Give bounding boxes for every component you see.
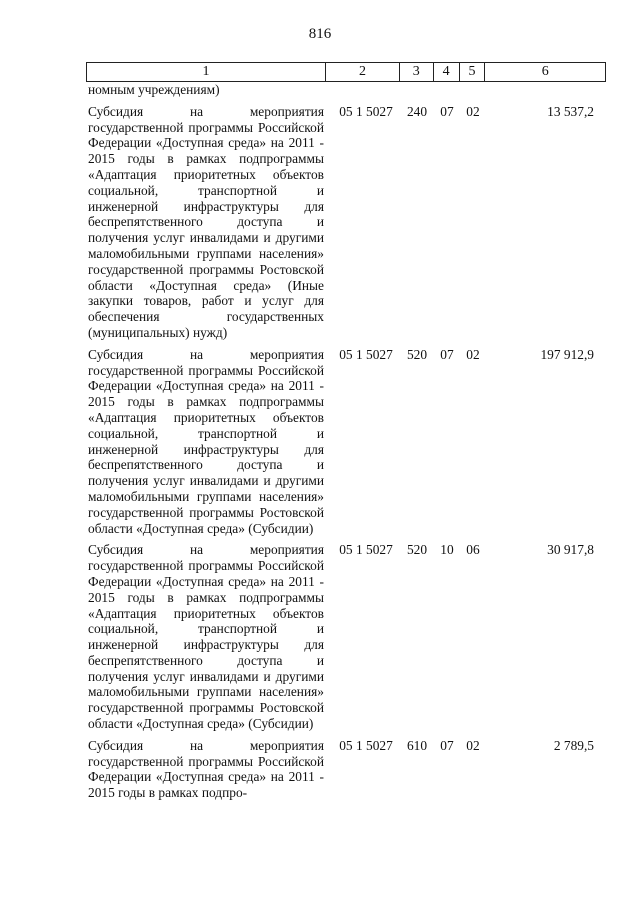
- row-type: 520: [406, 346, 428, 362]
- row-amount: 13 537,2: [547, 103, 594, 119]
- row-amount: 2 789,5: [553, 737, 594, 753]
- row-amount: 197 912,9: [540, 346, 594, 362]
- row-type: 240: [406, 103, 428, 119]
- row-subsection: 02: [466, 346, 480, 362]
- table-row: [86, 347, 606, 537]
- row-section: 10: [440, 542, 454, 558]
- row-code: 05 1 5027: [339, 346, 393, 362]
- header-col-6: 6: [541, 64, 549, 79]
- row-code: 05 1 5027: [339, 103, 393, 119]
- budget-table: [86, 62, 606, 801]
- table-header-row: [86, 62, 606, 82]
- page-number: 816: [308, 26, 332, 42]
- table-row: [86, 542, 606, 732]
- row-code: 05 1 5027: [339, 542, 393, 558]
- header-col-3: 3: [400, 63, 434, 81]
- row-subsection: 02: [466, 737, 480, 753]
- row-type: 520: [406, 542, 428, 558]
- row-code: 05 1 5027: [339, 737, 393, 753]
- row-section: 07: [440, 103, 454, 119]
- table-row: [86, 104, 606, 341]
- table-row: [86, 738, 606, 801]
- row-section: 07: [440, 346, 454, 362]
- row-subsection: 06: [466, 542, 480, 558]
- header-col-2: 2: [326, 63, 400, 81]
- row-description: Субсидия на мероприятия государственной программы Российской Федерации «Доступная среда» на 2011 - 2015 годы в рамках подпро-: [88, 737, 324, 801]
- row-subsection: 02: [466, 103, 480, 119]
- header-col-5: 5: [460, 63, 486, 81]
- row-description: Субсидия на мероприятия государственной программы Российской Федерации «Доступная среда» на 2011 - 2015 годы в рамках подпрограммы «Адаптация приоритетных объектов социальной, транспортной и инженерной инфраструктуры для беспрепятственного доступа и получения услуг инвалидами и другими маломобильными группами населения» государственной программы Ростовской области «Доступная среда» (Иные закупки товаров, работ и услуг для обеспечения государственных (муниципальных) нужд): [88, 103, 324, 340]
- row-description: Субсидия на мероприятия государственной программы Российской Федерации «Доступная среда» на 2011 - 2015 годы в рамках подпрограммы «Адаптация приоритетных объектов социальной, транспортной и инженерной инфраструктуры для беспрепятственного доступа и получения услуг инвалидами и другими маломобильными группами населения» государственной программы Ростовской области «Доступная среда» (Субсидии): [88, 542, 324, 732]
- header-col-4: 4: [434, 63, 460, 81]
- row-description: Субсидия на мероприятия государственной программы Российской Федерации «Доступная среда» на 2011 - 2015 годы в рамках подпрограммы «Адаптация приоритетных объектов социальной, транспортной и инженерной инфраструктуры для беспрепятственного доступа и получения услуг инвалидами и другими маломобильными группами населения» государственной программы Ростовской области «Доступная среда» (Субсидии): [88, 346, 324, 536]
- header-col-1: 1: [87, 63, 326, 81]
- row-section: 07: [440, 737, 454, 753]
- row-amount: 30 917,8: [547, 542, 594, 558]
- continuation-text: номным учреждениям): [88, 82, 220, 97]
- row-type: 610: [406, 737, 428, 753]
